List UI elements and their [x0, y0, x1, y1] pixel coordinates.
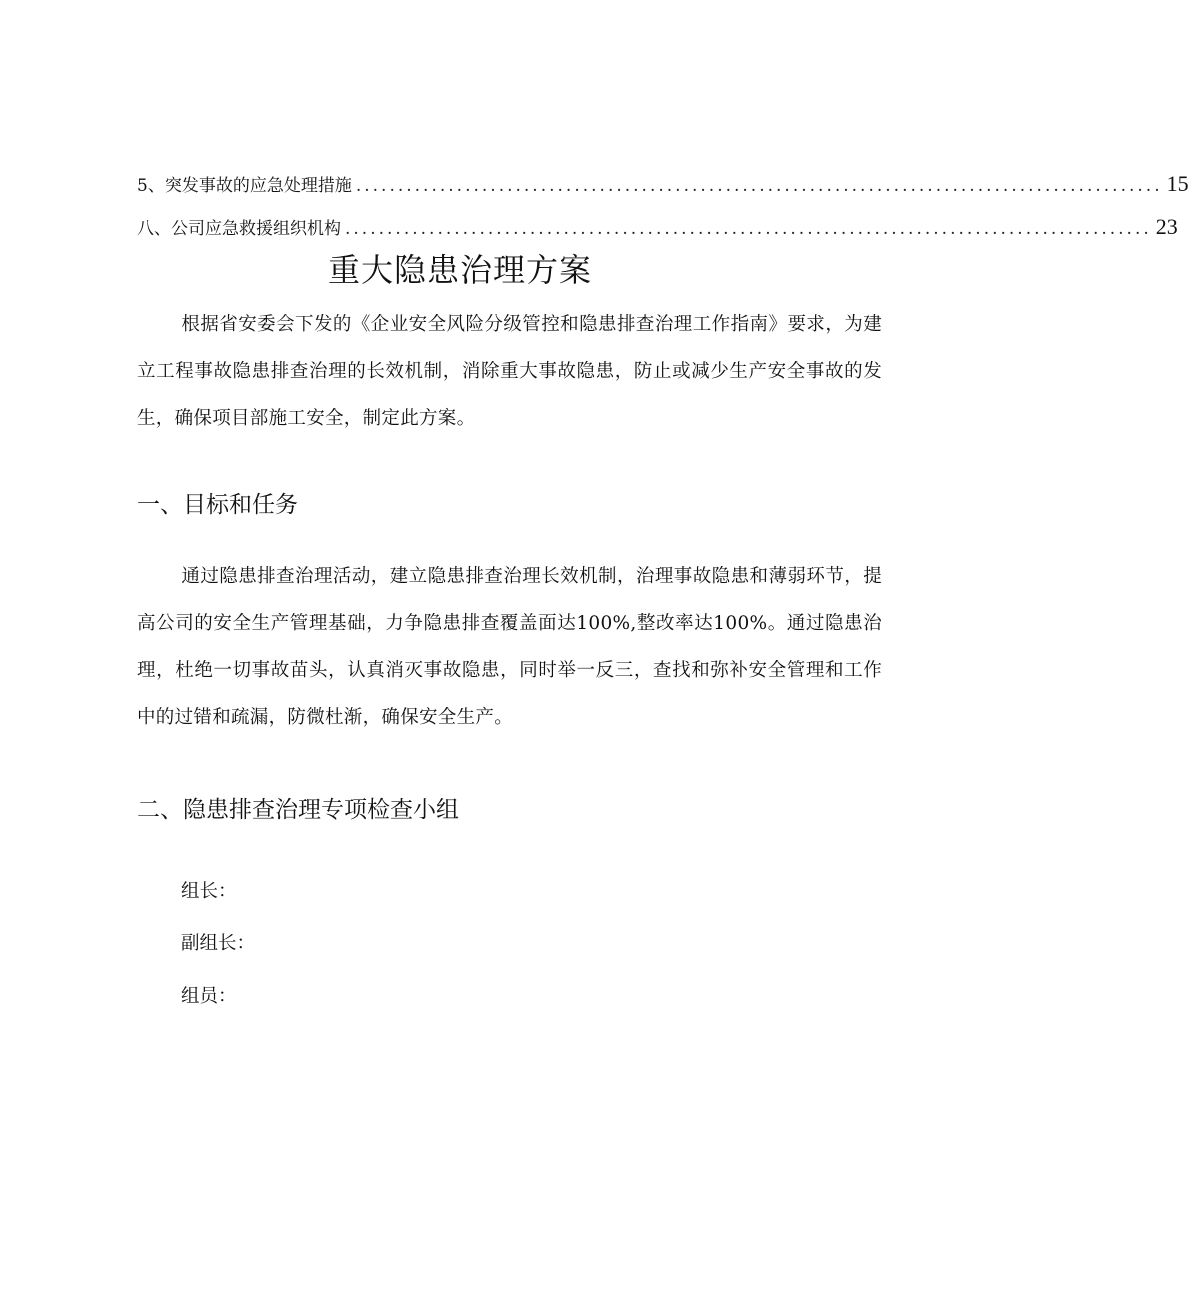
toc-page-number: 23	[1155, 214, 1178, 239]
goals-paragraph: 通过隐患排查治理活动，建立隐患排查治理长效机制，治理事故隐患和薄弱环节，提高公司的安全生产管理基础，力争隐患排查覆盖面达100%,整改率达100%。通过隐患治理，杜绝一切事故苗头，认真消灭事故隐患，同时举一反三，查找和弥补安全管理和工作中的过错和疏漏，防微杜渐，确保安全生产。	[137, 566, 882, 728]
intro-paragraph: 根据省安委会下发的《企业安全风险分级管控和隐患排查治理工作指南》要求，为建立工程事故隐患排查治理的长效机制，消除重大事故隐患，防止或减少生产安全事故的发生，确保项目部施工安全，制定此方案。	[137, 314, 882, 429]
toc-entry-title: 5、突发事故的应急处理措施	[137, 176, 352, 196]
toc-page-number: 15	[1166, 171, 1189, 196]
section-heading-inspection-team: 二、隐患排查治理专项检查小组	[137, 797, 459, 823]
team-members-label: 组员：	[181, 986, 237, 1007]
team-leader-label: 组长：	[181, 881, 237, 902]
toc-entry[interactable]	[137, 214, 1178, 241]
deputy-leader-label: 副组长：	[181, 933, 256, 954]
toc-leader-dots: ................................................................................................	[355, 176, 1163, 196]
toc-entry-title: 八、公司应急救援组织机构	[137, 219, 341, 239]
document-title: 重大隐患治理方案	[327, 251, 592, 289]
toc-leader-dots: ................................................................................................	[345, 219, 1152, 239]
toc-entry[interactable]	[137, 171, 1189, 198]
section-heading-goals: 一、目标和任务	[137, 492, 298, 518]
